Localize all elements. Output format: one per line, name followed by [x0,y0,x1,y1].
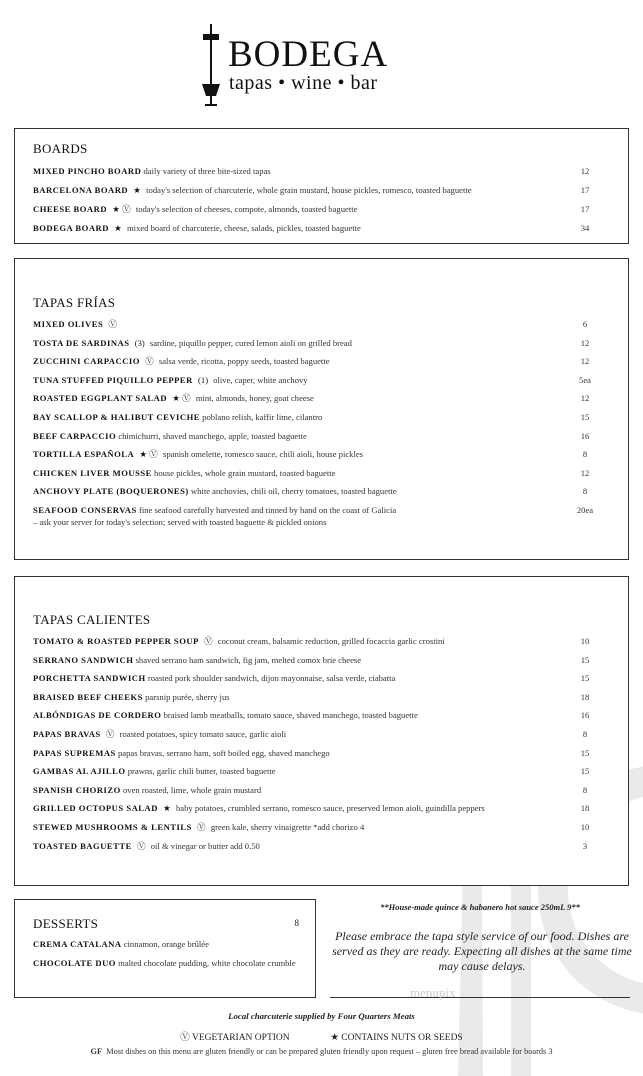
divider [330,997,630,998]
menu-item [33,784,614,796]
brand-name: BODEGA [228,34,389,75]
item-price: 17 [580,204,590,214]
item-price: 16 [580,430,590,441]
menu-item [33,184,614,196]
menu-item [33,958,297,968]
item-desc: roasted pork shoulder sandwich, dijon mayonnaise, salsa verde, ciabatta [147,673,396,684]
item-desc: shaved serrano ham sandwich, fig jam, melted comox brie cheese [135,654,362,665]
item-desc: white anchovies, chili oil, cherry tomatoes, toasted baguette [190,486,397,497]
menu-item [33,165,614,177]
item-price: 15 [580,766,590,777]
item-name: BRAISED BEEF CHEEKS [33,691,143,702]
brand-tagline: tapas • wine • bar [229,72,378,94]
supplier-note: Local charcuterie supplied by Four Quarters Meats [228,1011,415,1021]
item-desc: parsnip purée, sherry jus [145,691,230,702]
boards-section [14,128,629,244]
item-price: 12 [580,356,590,367]
item-desc: today's selection of cheeses, compote, almonds, toasted baguette [135,204,358,214]
item-name: SPANISH CHORIZO [33,784,121,795]
item-price: 12 [580,393,590,404]
menu-item [33,635,614,647]
item-name: TOSTA DE SARDINAS [33,337,130,348]
item-price: 18 [580,691,590,702]
item-tags: ★ Ⓥ [139,449,158,460]
menu-item [33,747,614,759]
item-desc: spanish omelette, romesco sauce, chili aioli, house pickles [163,449,364,460]
item-price: 6 [582,319,588,329]
item-desc: malted chocolate pudding, white chocolate crumble [118,958,296,968]
item-desc: oven roasted, lime, whole grain mustard [122,784,262,795]
menu-item [33,654,614,666]
item-tags: Ⓥ [204,636,213,646]
menu-item [33,728,614,740]
menu-item [33,765,614,777]
tapas-frias-section [14,258,629,560]
item-price: 20ea [576,505,594,515]
section-title: DESSERTS [33,916,99,931]
item-desc: coconut cream, balsamic reduction, grilled focaccia garlic crostini [217,636,445,646]
item-desc: oil & vinegar or butter add 0.50 [150,840,260,851]
item-name: ZUCCHINI CARPACCIO [33,356,140,367]
item-tags: ★ [114,223,122,233]
item-desc: poblano relish, kaffir lime, cilantro [202,412,323,422]
item-name: CHICKEN LIVER MOUSSE [33,467,152,478]
vegetarian-legend: Ⓥ VEGETARIAN OPTION [180,1033,290,1043]
item-desc: house pickles, whole grain mustard, toasted baguette [154,467,336,478]
item-price: 5ea [579,374,591,385]
item-desc: mixed board of charcuterie, cheese, salads, pickles, toasted baguette [127,223,361,233]
item-name: ALBÓNDIGAS DE CORDERO [33,710,162,721]
gf-text: Most dishes on this menu are gluten friendly or can be prepared gluten friendly upon request – gluten free bread available for boards 3 [106,1047,553,1056]
item-name: BEEF CARPACCIO [33,430,117,441]
item-desc: roasted potatoes, spicy tomato sauce, garlic aioli [119,729,287,739]
service-note: Please embrace the tapa style service of our food. Dishes are served as they are ready. Expecting all dishes at the same time may cause delays. [332,929,632,973]
item-tags: Ⓥ [136,840,146,851]
item-price: 18 [580,803,590,814]
item-name: MIXED OLIVES [33,319,104,329]
item-tags: (3) [134,337,145,348]
desserts-section [14,899,316,998]
item-name: ANCHOVY PLATE (BOQUERONES) [33,486,189,497]
item-name: SEAFOOD CONSERVAS [33,505,137,515]
item-name: PAPAS BRAVAS [33,729,101,739]
item-price: 8 [582,449,588,460]
item-price: 10 [580,822,590,832]
item-price: 17 [580,185,590,195]
hot-sauce-note: **House-made quince & habanero hot sauce 250mL 9** [380,902,580,912]
item-desc: baby potatoes, crumbled serrano, romesco sauce, preserved lemon aioli, guindilla peppers [175,803,485,814]
item-tags: Ⓥ [145,356,154,367]
item-name: CHOCOLATE DUO [33,958,116,968]
menu-item [33,840,614,852]
item-name: BARCELONA BOARD [33,185,129,195]
legend [0,1029,643,1043]
menu-item [33,504,614,527]
item-desc: cinnamon, orange brûlée [123,939,209,949]
item-desc: green kale, sherry vinaigrette *add chorizo 4 [210,822,365,832]
menu-item [33,430,614,442]
item-desc: prawns, garlic chili butter, toasted baguette [127,766,276,777]
item-name: TOASTED BAGUETTE [33,840,132,851]
gf-label: GF [90,1047,103,1056]
item-price: 12 [580,467,590,478]
item-tags: (1) [198,374,209,385]
item-name: MIXED PINCHO BOARD [33,166,142,176]
item-name: STEWED MUSHROOMS & LENTILS [33,822,192,832]
item-desc: sardine, piquillo pepper, cured lemon aioli on grilled bread [149,337,352,348]
section-title: TAPAS FRÍAS [33,295,116,310]
menu-item [33,938,301,950]
item-tags: Ⓥ [108,319,117,329]
item-desc: today's selection of charcuterie, whole grain mustard, house pickles, romesco, toasted baguette [146,185,472,195]
menu-item [33,222,614,234]
dessert-price: 8 [294,918,299,928]
item-name: GAMBAS AL AJILLO [33,766,126,777]
item-name: TOMATO & ROASTED PEPPER SOUP [33,636,199,646]
menu-item [33,374,614,386]
menu-item [33,691,614,703]
item-price: 10 [580,636,590,646]
menu-item [33,821,614,833]
item-desc: papas bravas, serrano ham, soft boiled egg, shaved manchego [118,747,330,758]
menu-item [33,485,614,497]
item-name: CHEESE BOARD [33,204,108,214]
item-price: 16 [580,710,590,721]
item-desc: salsa verde, ricotta, poppy seeds, toasted baguette [158,356,330,367]
bodega-logo [196,22,436,112]
item-price: 8 [582,729,588,739]
item-name: BAY SCALLOP & HALIBUT CEVICHE [33,412,200,422]
item-desc: braised lamb meatballs, tomato sauce, shaved manchego, toasted baguette [163,710,418,721]
item-desc: fine seafood carefully harvested and tinned by hand on the coast of Galicia [138,505,397,515]
item-desc: chimichurri, shaved manchego, apple, toasted baguette [118,430,307,441]
item-price: 34 [580,223,590,233]
item-name: TUNA STUFFED PIQUILLO PEPPER [33,374,193,385]
item-tags: Ⓥ [197,822,206,832]
item-name: BODEGA BOARD [33,223,109,233]
item-name: ROASTED EGGPLANT SALAD [33,393,168,404]
item-tags: Ⓥ [105,729,115,739]
menu-item [33,392,614,404]
watermark-text: menupix [410,985,456,1000]
menu-item [33,337,614,349]
menu-item [33,802,614,814]
item-price: 15 [580,412,590,422]
item-name: PAPAS SUPREMAS [33,747,116,758]
item-price: 12 [580,337,590,348]
item-name: PORCHETTA SANDWICH [33,673,146,684]
item-desc: mint, almonds, honey, goat cheese [195,393,314,404]
item-price: 8 [582,486,588,497]
item-price: 15 [580,747,590,758]
menu-item [33,709,614,721]
item-price: 12 [580,166,590,176]
item-price: 15 [580,654,590,665]
menu-item [33,411,614,423]
nuts-legend: ★ CONTAINS NUTS OR SEEDS [330,1033,463,1043]
item-price: 15 [580,673,590,684]
item-desc: daily variety of three bite-sized tapas [143,166,271,176]
section-title: BOARDS [33,141,88,156]
item-tags: ★ [133,185,141,195]
section-title: TAPAS CALIENTES [33,612,151,627]
item-name: CREMA CATALANA [33,939,122,949]
menu-item [33,203,614,215]
item-tags: ★ Ⓥ [172,393,191,404]
item-name: TORTILLA ESPAÑOLA [33,449,135,460]
item-price: 8 [582,784,588,795]
item-price: 3 [582,840,588,851]
item-desc: olive, caper, white anchovy [213,374,308,385]
menu-item [33,672,614,684]
menu-item [33,467,614,479]
tapas-calientes-section [14,576,629,886]
menu-item [33,355,614,367]
item-name: SERRANO SANDWICH [33,654,134,665]
item-tags: ★ Ⓥ [112,204,131,214]
menu-item [33,318,614,330]
wine-glass-icon [196,22,228,112]
item-name: GRILLED OCTOPUS SALAD [33,803,158,814]
item-tags: ★ [163,803,171,814]
menu-item [33,448,614,460]
gluten-note [0,1047,643,1056]
item-desc-continued: – ask your server for today's selection; served with toasted baguette & pickled onions [33,517,327,527]
